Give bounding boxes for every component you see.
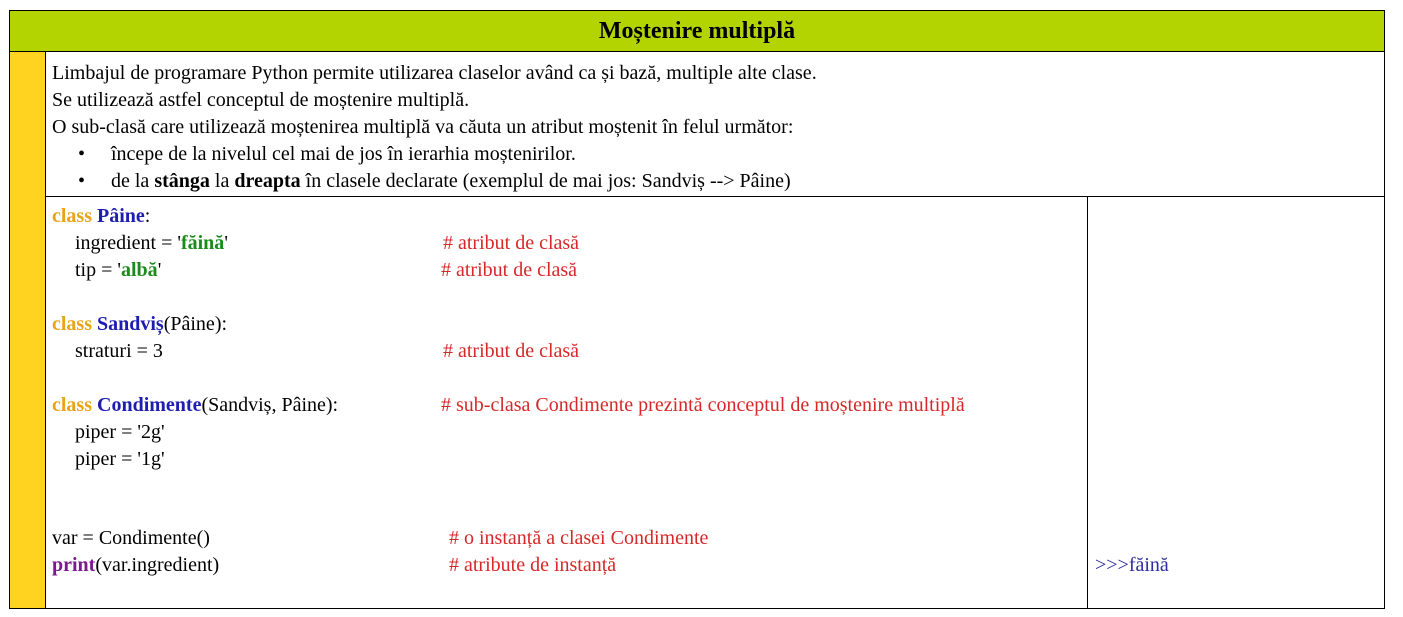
code-line-piper-1g: piper = '1g' — [75, 448, 165, 470]
code-line-class-paine: class Pâine: — [52, 205, 151, 227]
class-name-paine: Pâine — [97, 205, 145, 227]
code-line-straturi: straturi = 3 — [75, 340, 163, 362]
bullet-text: începe de la nivelul cel mai de jos în ierarhia moștenirilor. — [111, 143, 576, 165]
code-line-print: print(var.ingredient) — [52, 554, 220, 576]
output-text: >>>făină — [1095, 554, 1169, 576]
class-name-sandvis: Sandviș — [97, 313, 164, 335]
bold-dreapta: dreapta — [234, 170, 301, 192]
keyword-class: class — [52, 313, 92, 335]
code-panel — [46, 197, 1088, 608]
builtin-print: print — [52, 554, 96, 576]
bullet-icon: • — [77, 170, 85, 192]
code-line-class-sandvis: class Sandviș(Pâine): — [52, 313, 228, 335]
comment: # atribut de clasă — [443, 340, 580, 362]
description-line: Se utilizează astfel conceptul de moștenire multiplă. — [52, 89, 470, 111]
comment: # o instanță a clasei Condimente — [449, 527, 709, 549]
keyword-class: class — [52, 205, 92, 227]
code-line-var: var = Condimente() — [52, 527, 210, 549]
string-alba: albă — [121, 259, 158, 281]
bullet-item — [52, 141, 1384, 168]
description-line: O sub-clasă care utilizează moștenirea multiplă va căuta un atribut moștenit în felul următor: — [52, 116, 794, 138]
comment: # atribut de clasă — [441, 259, 578, 281]
page-title: Moștenire multiplă — [10, 11, 1384, 52]
bullet-icon: • — [77, 143, 85, 165]
description-panel — [46, 52, 1384, 197]
code-line-tip: tip = 'albă' — [75, 259, 162, 281]
code-line-ingredient: ingredient = 'făină' — [75, 232, 228, 254]
class-name-condimente: Condimente — [97, 394, 202, 416]
keyword-class: class — [52, 394, 92, 416]
comment: # atribut de clasă — [443, 232, 580, 254]
output-panel — [1088, 197, 1384, 608]
content-table — [9, 10, 1385, 609]
description-line: Limbajul de programare Python permite utilizarea claselor având ca și bază, multiple alte clase. — [52, 62, 817, 84]
code-line-piper-2g: piper = '2g' — [75, 421, 165, 443]
comment: # atribute de instanță — [449, 554, 617, 576]
stripe-description — [10, 52, 46, 197]
bold-stanga: stânga — [154, 170, 210, 192]
code-line-class-condimente: class Condimente(Sandviș, Pâine): — [52, 394, 339, 416]
bullet-text: de la stânga la dreapta în clasele declarate (exemplul de mai jos: Sandviș --> Pâine) — [111, 170, 791, 192]
stripe-code — [10, 197, 46, 608]
bullet-item — [52, 168, 1384, 195]
string-faina: făină — [180, 232, 225, 254]
comment: # sub-clasa Condimente prezintă conceptul de moștenire multiplă — [441, 394, 965, 416]
